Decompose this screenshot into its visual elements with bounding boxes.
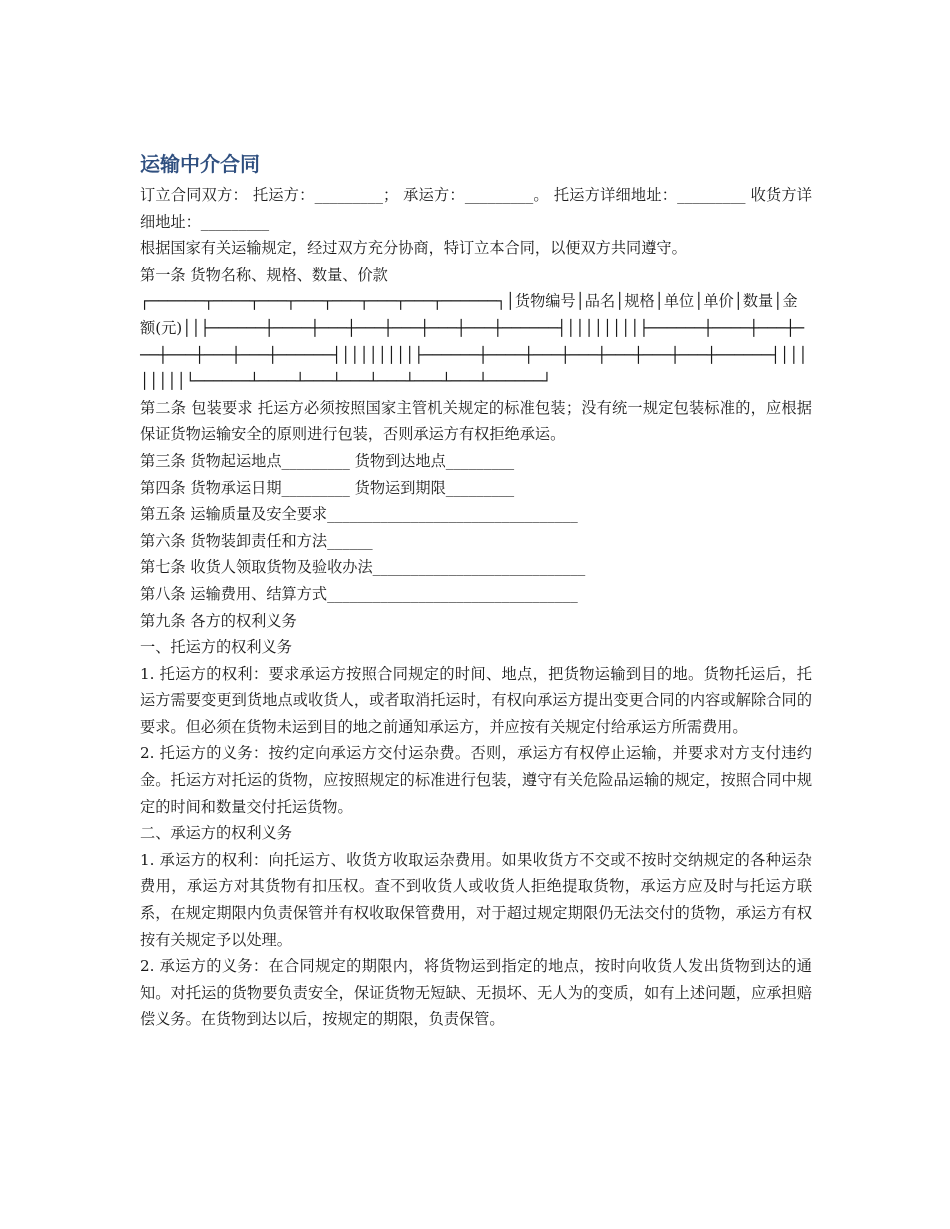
paragraph-parties: 订立合同双方： 托运方：_________； 承运方：_________。 托运方详细地址：_________ 收货方详细地址：_________ (140, 186, 812, 231)
section-carrier-heading: 二、承运方的权利义务 (140, 824, 292, 843)
paragraph-article-7: 第七条 收货人领取货物及验收办法____________________________ (140, 558, 586, 577)
paragraph-article-1: 第一条 货物名称、规格、数量、价款 (140, 265, 388, 284)
paragraph-article-4: 第四条 货物承运日期_________ 货物运到期限_________ (140, 478, 515, 497)
document-page (140, 150, 812, 1033)
paragraph-article-5: 第五条 运输质量及安全要求_________________________________ (140, 505, 578, 524)
paragraph-article-3: 第三条 货物起运地点_________ 货物到达地点_________ (140, 451, 515, 470)
section-shipper-heading: 一、托运方的权利义务 (140, 638, 292, 657)
paragraph-carrier-rights: 1. 承运方的权利：向托运方、收货方收取运杂费用。如果收货方不交或不按时交纳规定的各种运杂费用，承运方对其货物有扣压权。查不到收货人或收货人拒绝提取货物，承运方应及时与托运方联系，在规定期限内负责保管并有权收取保管费用，对于超过规定期限仍无法交付的货物，承运方有权按有关规定予以处理。 (140, 850, 812, 949)
paragraph-article-8: 第八条 运输费用、结算方式_________________________________ (140, 584, 578, 603)
paragraph-article-6: 第六条 货物装卸责任和方法______ (140, 531, 373, 550)
paragraph-carrier-obligations: 2. 承运方的义务：在合同规定的期限内，将货物运到指定的地点，按时向收货人发出货物到达的通知。对托运的货物要负责安全，保证货物无短缺、无损坏、无人为的变质，如有上述问题，应承担赔偿义务。在货物到达以后，按规定的期限，负责保管。 (140, 957, 812, 1029)
document-title: 运输中介合同 (140, 152, 260, 176)
paragraph-preamble: 根据国家有关运输规定，经过双方充分协商，特订立本合同，以便双方共同遵守。 (140, 239, 687, 258)
goods-table-text: ┌──────┬────┬───┬───┬───┬───┬───┬──────┐│货物编号│品名│规格│单位│单价│数量│金额(元)││├──────┼────┼───┼───┼───┼───┼───┼──────┤││││││││├──────┼────┼───┼───┼───┼───┼───┼──────┤││││││││├──────┼────┼───┼───┼───┼───┼───┼──────┤││││││││└──────┴────┴───┴───┴───┴───┴───┴──────┘ (140, 292, 808, 391)
paragraph-shipper-rights: 1. 托运方的权利：要求承运方按照合同规定的时间、地点，把货物运输到目的地。货物托运后，托运方需要变更到货地点或收货人，或者取消托运时，有权向承运方提出变更合同的内容或解除合同的要求。但必须在货物未运到目的地之前通知承运方，并应按有关规定付给承运方所需费用。 (140, 664, 812, 736)
paragraph-article-2: 第二条 包装要求 托运方必须按照国家主管机关规定的标准包装；没有统一规定包装标准的，应根据保证货物运输安全的原则进行包装，否则承运方有权拒绝承运。 (140, 398, 812, 444)
paragraph-article-9: 第九条 各方的权利义务 (140, 611, 297, 630)
paragraph-shipper-obligations: 2. 托运方的义务：按约定向承运方交付运杂费。否则，承运方有权停止运输，并要求对方支付违约金。托运方对托运的货物，应按照规定的标准进行包装，遵守有关危险品运输的规定，按照合同中规定的时间和数量交付托运货物。 (140, 744, 812, 816)
